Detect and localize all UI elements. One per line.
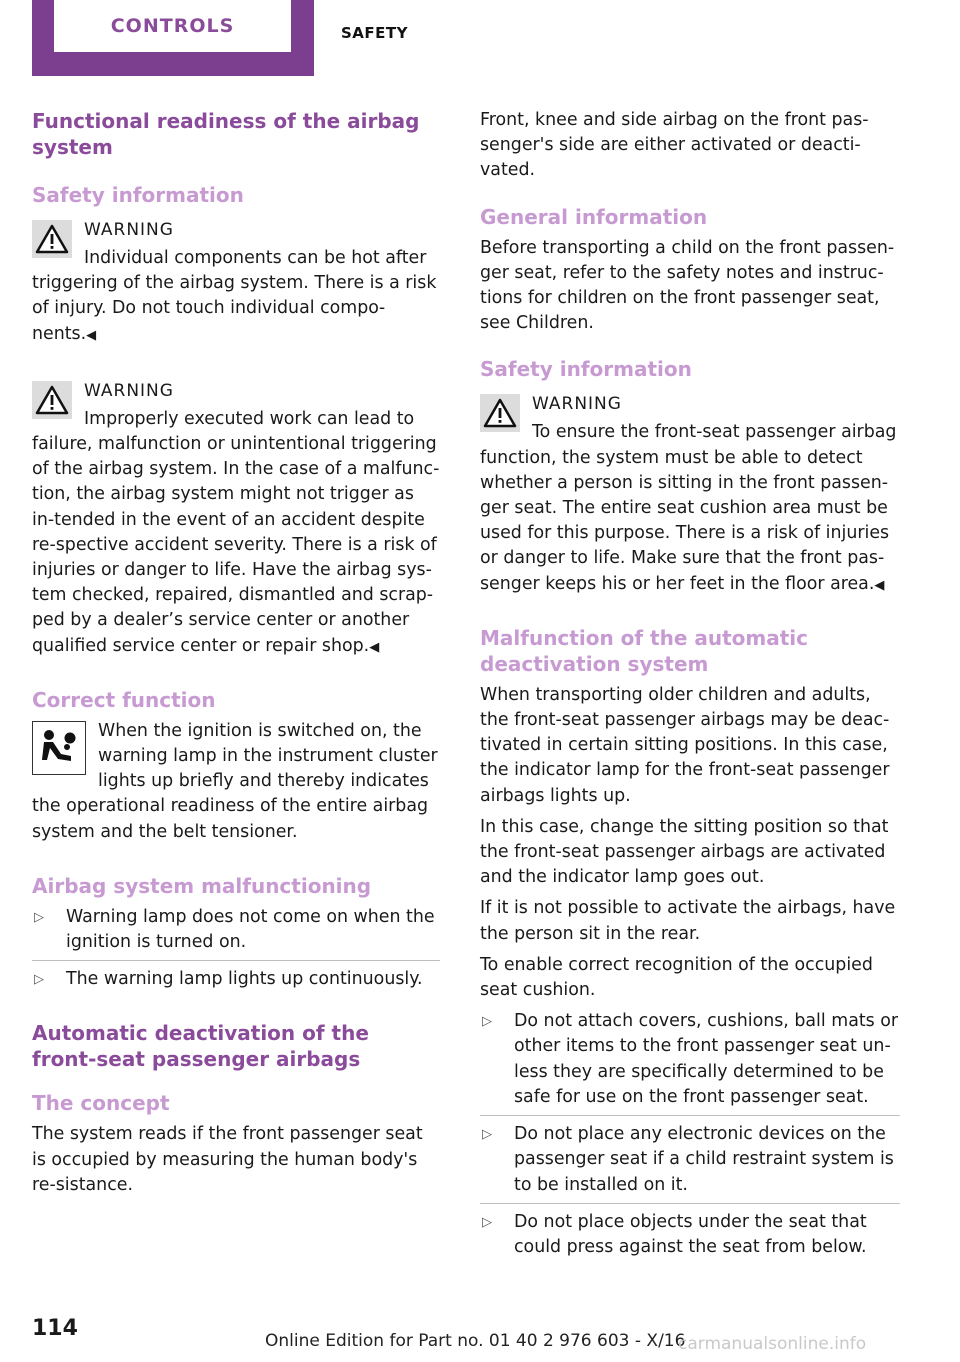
- bullet-triangle-icon: ▷: [482, 1214, 492, 1230]
- heading-correct-function: Correct function: [32, 687, 216, 712]
- paragraph-4: To enable correct recognition of the occupied seat cushion.: [480, 954, 873, 1001]
- list-item: ▷ Do not attach covers, cushions, ball mats or other items to the front passenger seat un‐less they are specifically determined to be safe for use on the front passenger seat.: [480, 1009, 900, 1116]
- warning-triangle-icon: [32, 381, 72, 419]
- heading-general-information: General information: [480, 204, 708, 229]
- bullet-triangle-icon: ▷: [482, 1127, 492, 1143]
- end-mark-icon: ◀: [369, 639, 380, 655]
- warning-text: Individual components can be hot after triggering of the airbag system. There is a risk of injury. Do not touch individual compo‐nents.: [32, 248, 437, 344]
- list-item: ▷ Do not place objects under the seat that could press against the seat from below.: [482, 1211, 867, 1257]
- heading-airbag-malfunctioning: Airbag system malfunctioning: [32, 873, 372, 898]
- tab-controls-label: CONTROLS: [54, 0, 291, 52]
- warning-block-hot-components: [32, 214, 440, 347]
- warning-block-improper-work: [32, 375, 440, 659]
- warning-text: Improperly executed work can lead to failure, malfunction or unintentional triggering of the airbag system. In the case of a malfunc‐tion, the airbag system might not trigger as in‐tended in the event of an accident despite re‐spective accident severity. There is a risk of injuries or danger to life. Have the airbag sys‐tem checked, repaired, dismantled and scrap‐ped by a dealer’s service center or another qualified service center or repair shop.: [32, 408, 440, 656]
- footer-edition: Online Edition for Part no. 01 40 2 976 603 - X/16: [265, 1331, 686, 1351]
- heading-safety-information: Safety information: [32, 183, 244, 207]
- end-mark-icon: ◀: [86, 327, 97, 343]
- warning-text: To ensure the front-seat passenger airbag function, the system must be able to detect whether a person is sitting in the front passen‐ger seat. The entire seat cushion area must be used for this purpose. There is a risk of injuries or danger to life. Make sure that the front pas‐senger keeps his or her feet in the floor area.: [480, 422, 897, 594]
- airbag-indicator-icon: [32, 721, 86, 775]
- warning-block-seat-detection: [480, 388, 900, 596]
- left-column: [32, 108, 440, 1204]
- seat-cushion-list: [480, 1009, 900, 1260]
- bullet-triangle-icon: ▷: [34, 972, 44, 988]
- tab-safety[interactable]: SAFETY: [341, 24, 408, 42]
- end-mark-icon: ◀: [874, 577, 885, 593]
- intro-text: Front, knee and side airbag on the front pas‐senger's side are either activated or deacti‐vated.: [480, 110, 869, 181]
- general-information-text: Before transporting a child on the front passen‐ger seat, refer to the safety notes and instruc‐tions for children on the front passenger seat, see Children.: [480, 237, 895, 334]
- tab-controls[interactable]: [32, 0, 314, 76]
- section-title-airbag-readiness: Functional readiness of the airbag system: [32, 109, 420, 159]
- list-item: ▷ Do not place any electronic devices on the passenger seat if a child restraint system is to be installed on it.: [480, 1122, 900, 1204]
- watermark: carmanualsonline.info: [678, 1334, 867, 1354]
- bullet-triangle-icon: ▷: [482, 1014, 492, 1030]
- heading-safety-information-right: Safety information: [480, 357, 692, 382]
- section-title-automatic-deactivation: Automatic deactivation of the front-seat passenger airbags: [32, 1021, 369, 1072]
- concept-text: The system reads if the front passenger seat is occupied by measuring the human body's re‐sistance.: [32, 1124, 423, 1195]
- page-number: 114: [32, 1316, 78, 1341]
- warning-label: WARNING: [84, 220, 174, 240]
- right-column: [480, 108, 900, 1266]
- correct-function-paragraph: [32, 719, 440, 845]
- paragraph-1: When transporting older children and adults, the front-seat passenger airbags may be deac‐tivated in certain sitting positions. In this case, the indicator lamp for the front-seat passenger airbags lights up.: [480, 684, 890, 806]
- heading-malfunction-automatic-deactivation: Malfunction of the automatic deactivation system: [480, 625, 809, 676]
- list-item: ▷ Warning lamp does not come on when the ignition is turned on.: [32, 905, 440, 961]
- paragraph-3: If it is not possible to activate the airbags, have the person sit in the rear.: [480, 898, 896, 944]
- malfunction-list: [32, 905, 440, 993]
- list-item: ▷ The warning lamp lights up continuously.: [32, 967, 440, 992]
- warning-triangle-icon: [480, 394, 520, 432]
- warning-label: WARNING: [532, 394, 622, 415]
- paragraph-2: In this case, change the sitting position so that the front-seat passenger airbags are activated and the indicator lamp goes out.: [480, 816, 889, 888]
- warning-label: WARNING: [84, 380, 174, 401]
- bullet-triangle-icon: ▷: [34, 909, 44, 925]
- correct-function-text: When the ignition is switched on, the warning lamp in the instrument cluster lights up briefly and thereby indicates the operational readiness of the entire airbag system and the belt tensioner.: [32, 720, 438, 842]
- warning-triangle-icon: [32, 220, 72, 258]
- heading-the-concept: The concept: [32, 1091, 170, 1116]
